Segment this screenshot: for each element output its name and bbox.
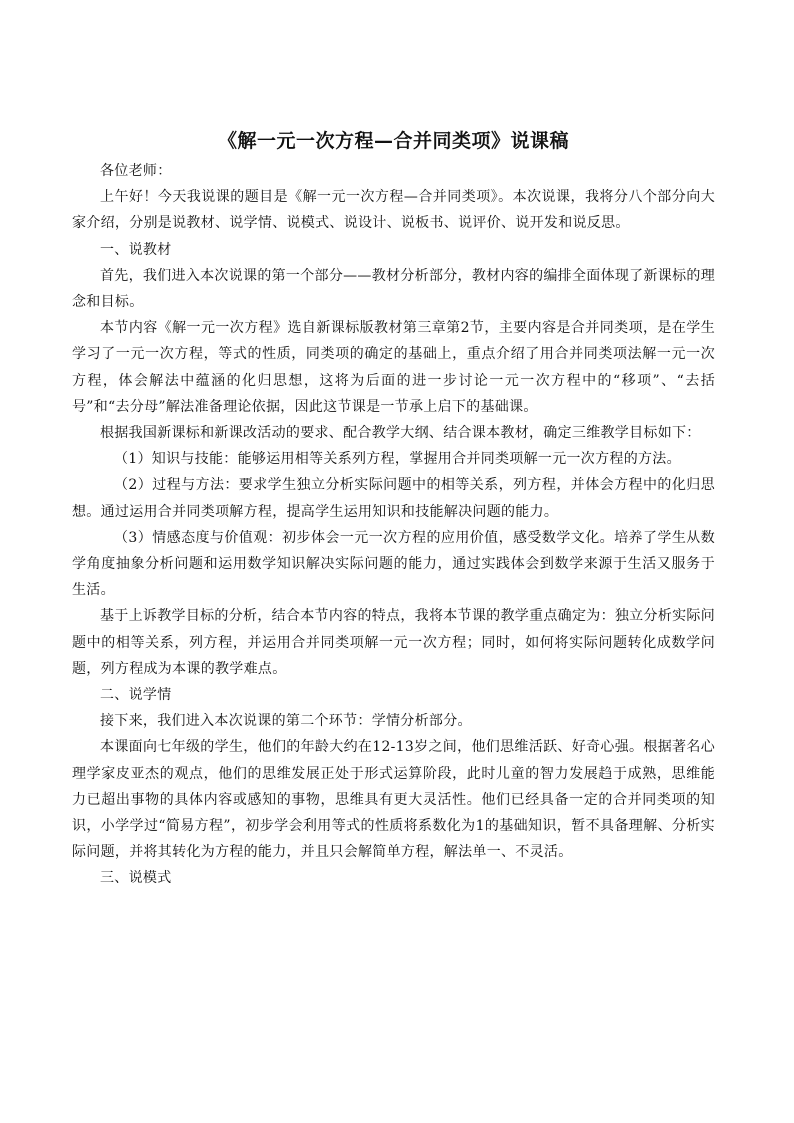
body-paragraph: 本课面向七年级的学生，他们的年龄大约在12-13岁之间，他们思维活跃、好奇心强。根据著名心理学家皮亚杰的观点，他们的思维发展正处于形式运算阶段，此时儿童的智力发展趋于成熟，思维能力已超出事物的具体内容或感知的事物，思维具有更大灵活性。他们已经具备一定的合并同类项的知识，小学学过“简易方程”，初步学会利用等式的性质将系数化为1的基础知识，暂不具备理解、分析实际问题，并将其转化为方程的能力，并且只会解简单方程，解法单一、不灵活。 [72, 739, 715, 861]
body-paragraph: 基于上诉教学目标的分析，结合本节内容的特点，我将本节课的教学重点确定为：独立分析实际问题中的相等关系，列方程，并运用合并同类项解一元一次方程；同时，如何将实际问题转化成数学问题，列方程成为本课的教学难点。 [72, 608, 715, 677]
body-paragraph: 首先，我们进入本次说课的第一个部分——教材分析部分，教材内容的编排全面体现了新课标的理念和目标。 [72, 267, 715, 311]
section-heading-students: 二、说学情 [100, 687, 172, 704]
greeting-paragraph: 各位老师： [100, 163, 172, 179]
document-title: 《解一元一次方程—合并同类项》说课稿 [217, 130, 569, 152]
body-paragraph: 根据我国新课标和新课改活动的要求、配合教学大纲、结合课本教材，确定三维教学目标如下： [100, 425, 701, 442]
intro-paragraph: 上午好！今天我说课的题目是《解一元一次方程—合并同类项》。本次说课，我将分八个部分向大家介绍，分别是说教材、说学情、说模式、说设计、说板书、说评价、说开发和说反思。 [72, 189, 715, 232]
body-paragraph: 本节内容《解一元一次方程》选自新课标版教材第三章第2节，主要内容是合并同类项，是在学生学习了一元一次方程，等式的性质，同类项的确定的基础上，重点介绍了用合并同类项法解一元一次方程，体会解法中蕴涵的化归思想，这将为后面的进一步讨论一元一次方程中的“移项”、“去括号”和“去分母”解法准备理论依据，因此这节课是一节承上启下的基础课。 [72, 320, 715, 415]
goal-item-attitude: （3）情感态度与价值观：初步体会一元一次方程的应用价值，感受数学文化。培养了学生从数学角度抽象分析问题和运用数学知识解决实际问题的能力，通过实践体会到数学来源于生活又服务于生活。 [72, 529, 715, 599]
section-heading-mode: 三、说模式 [100, 870, 172, 887]
document-page [72, 128, 715, 892]
goal-item-process: （2）过程与方法：要求学生独立分析实际问题中的相等关系，列方程，并体会方程中的化归思想。通过运用合并同类项解方程，提高学生运用知识和技能解决问题的能力。 [72, 477, 715, 520]
goal-item-knowledge: （1）知识与技能：能够运用相等关系列方程，掌握用合并同类项解一元一次方程的方法。 [114, 451, 681, 468]
section-heading-textbook: 一、说教材 [100, 241, 172, 258]
body-paragraph: 接下来，我们进入本次说课的第二个环节：学情分析部分。 [100, 713, 472, 730]
